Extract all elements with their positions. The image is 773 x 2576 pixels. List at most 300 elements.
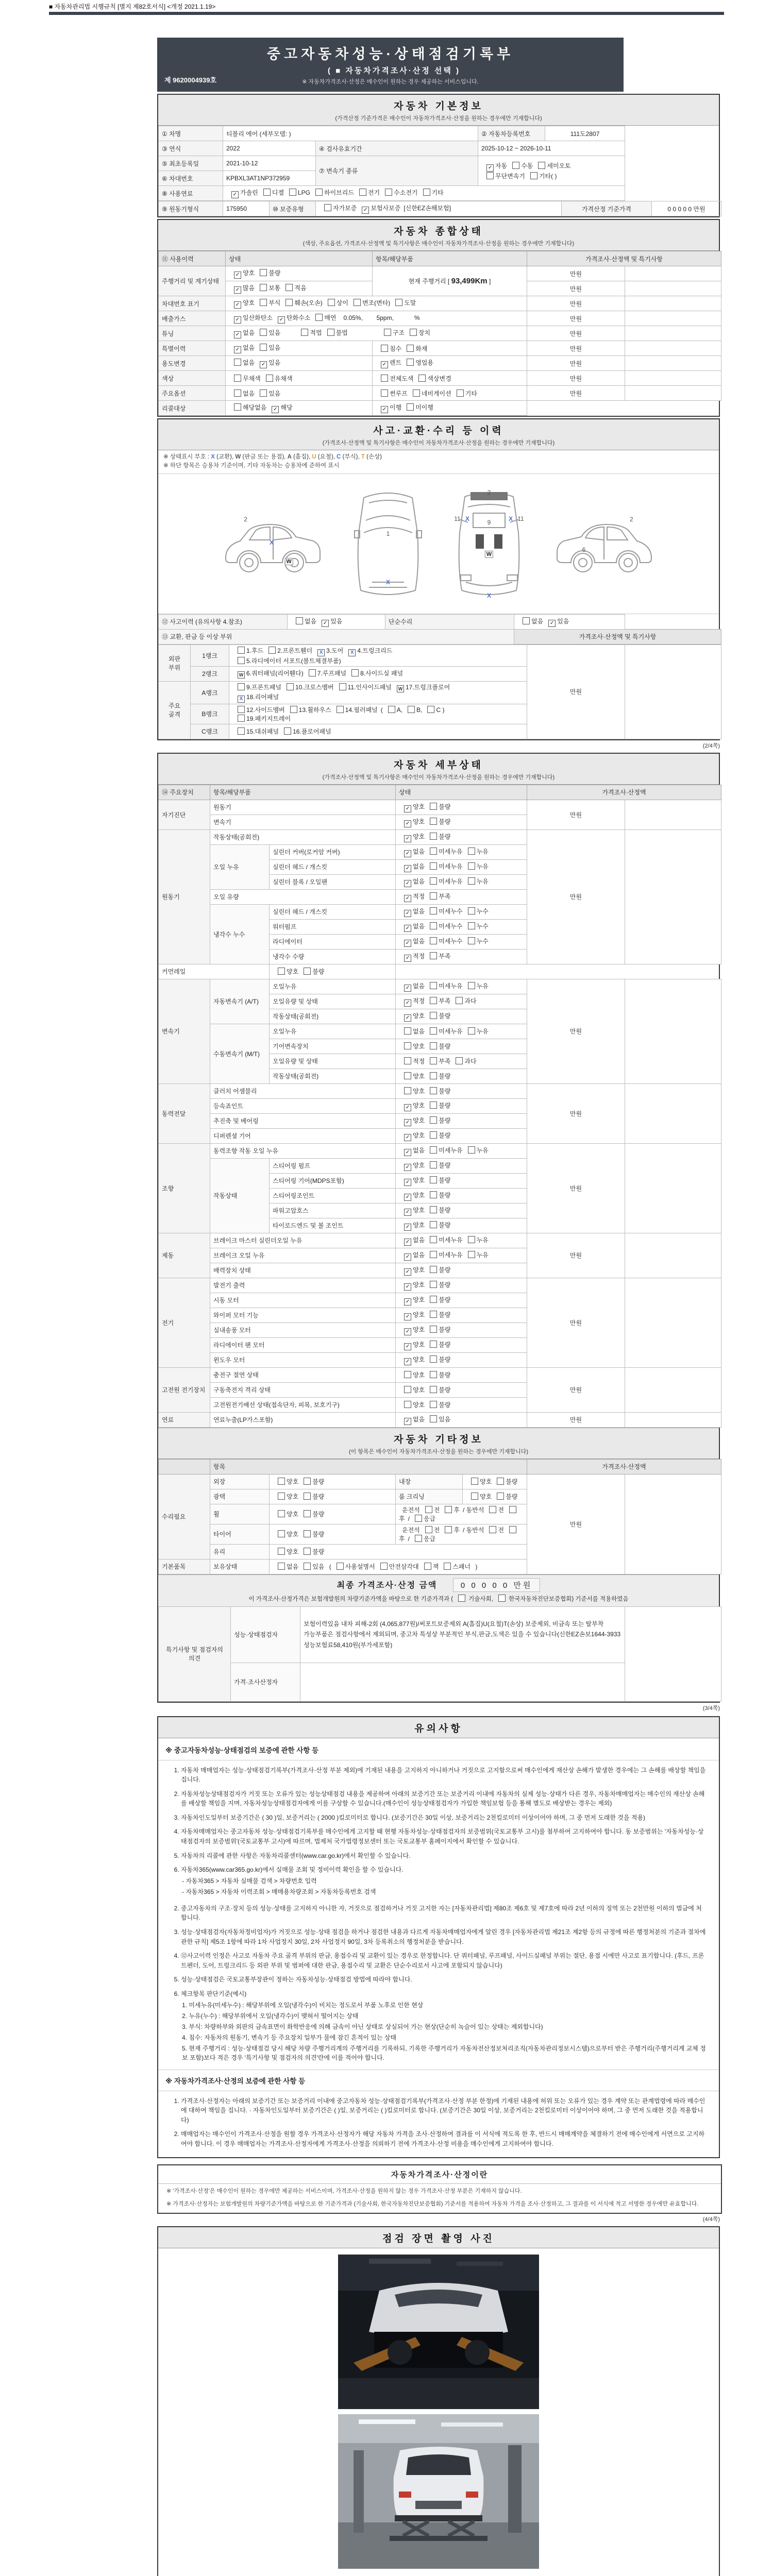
checkbox-없음[interactable]: ✓ [404, 985, 411, 992]
checkbox-없음[interactable] [234, 359, 241, 366]
checkbox-적정[interactable]: ✓ [404, 955, 411, 962]
cell: 가격조사·산정액 [527, 1459, 721, 1474]
checkbox-불량[interactable] [430, 818, 437, 825]
checkbox-침수[interactable] [381, 345, 388, 352]
checkbox-6.쿼터패널(리어휀다)[interactable]: W [238, 671, 245, 679]
checkbox-미세누유[interactable] [430, 877, 437, 885]
field-label: ⑥ 차대번호 [159, 171, 223, 186]
checkbox-있음[interactable] [260, 344, 267, 351]
checkbox-기타[interactable] [457, 389, 464, 397]
checkbox-적법[interactable] [301, 329, 308, 336]
checkbox-네비게이션[interactable] [413, 389, 420, 397]
checkbox-양호[interactable]: ✓ [404, 1134, 411, 1141]
damage-mark-X: X [269, 539, 274, 547]
checkbox-과다[interactable] [456, 997, 463, 1004]
checkbox-부족[interactable] [430, 952, 437, 959]
checkbox-있음[interactable] [260, 389, 267, 397]
checkbox-매연[interactable] [315, 314, 323, 321]
checkbox-있음[interactable]: ✓ [260, 361, 267, 368]
checkbox-있음[interactable]: ✓ [322, 620, 329, 627]
checkbox-누유[interactable] [468, 1236, 475, 1243]
checkbox-양호[interactable]: ✓ [404, 1179, 411, 1186]
checkbox-미세누유[interactable] [430, 982, 437, 989]
cell: 오일 유량 [210, 889, 396, 904]
field-label: A랭크 [191, 681, 229, 704]
overall-table [158, 251, 719, 416]
cell [396, 829, 527, 844]
checkbox-양호[interactable] [278, 1493, 285, 1500]
cell: 상태 [396, 785, 527, 800]
checkbox-기타( )[interactable] [530, 172, 537, 179]
checkbox-미세누유[interactable] [430, 1236, 437, 1243]
cell [396, 1098, 527, 1113]
checkbox-group [466, 1493, 517, 1500]
checkbox-불량[interactable] [430, 833, 437, 840]
checkbox-label: 양호 [413, 1296, 425, 1303]
checkbox-B,[interactable] [408, 706, 415, 713]
checkbox-전[interactable] [425, 1526, 432, 1533]
checkbox-양호[interactable]: ✓ [234, 272, 241, 279]
checkbox-불량[interactable] [430, 1072, 437, 1079]
checkbox-8.사이드실 패널[interactable] [351, 669, 359, 676]
checkbox-label: 적정 [413, 1058, 425, 1065]
field-label: ① 차명 [159, 126, 223, 141]
checkbox-label: 불량 [439, 1043, 451, 1050]
checkbox-자가보증[interactable] [324, 204, 331, 211]
checkbox-4.트렁크리드[interactable]: X [348, 649, 356, 656]
checkbox-양호[interactable]: ✓ [404, 1119, 411, 1126]
text-span: ] [487, 278, 491, 285]
checkbox-양호[interactable]: ✓ [404, 1164, 411, 1171]
checkbox-적정[interactable]: ✓ [404, 999, 411, 1007]
checkbox-미세누유[interactable] [430, 1146, 437, 1154]
checkbox-18.리어패널[interactable]: X [238, 696, 245, 703]
field-label: ⑦ 변속기 종류 [316, 156, 478, 186]
checkbox-스패너[interactable] [444, 1563, 451, 1570]
cell [625, 281, 721, 296]
checkbox-불법[interactable] [327, 329, 334, 336]
checkbox-label: 누유 [476, 848, 489, 855]
checkbox-후[interactable] [445, 1506, 452, 1513]
checkbox-label: 기타( ) [539, 173, 557, 180]
legend-span: T [361, 454, 365, 460]
checkbox-label: 양호 [413, 1043, 425, 1050]
checkbox-없음[interactable]: ✓ [404, 865, 411, 872]
checkbox-불량[interactable] [430, 1221, 437, 1228]
checkbox-13.휠하우스[interactable] [290, 706, 297, 713]
checkbox-label: 잭 [432, 1563, 439, 1570]
checkbox-A,[interactable] [388, 706, 395, 713]
checkbox-불량[interactable] [430, 1311, 437, 1318]
checkbox-후[interactable] [509, 1506, 516, 1513]
checkbox-가솔린[interactable]: ✓ [231, 191, 239, 198]
checkbox-있음[interactable]: ✓ [548, 620, 556, 627]
checkbox-영업용[interactable] [407, 359, 414, 366]
checkbox-양호[interactable]: ✓ [404, 1104, 411, 1111]
checkbox-상이[interactable] [328, 299, 335, 306]
checkbox-없음[interactable]: ✓ [404, 940, 411, 947]
checkbox-양호[interactable] [278, 1510, 285, 1517]
cell: 냉각수 수량 [270, 949, 396, 964]
checkbox-불량[interactable] [430, 1191, 437, 1198]
checkbox-양호[interactable] [404, 1042, 411, 1049]
checkbox-group [399, 1341, 450, 1348]
checkbox-불량[interactable] [304, 1478, 311, 1485]
checkbox-미세누유[interactable] [430, 848, 437, 855]
checkbox-없음[interactable] [523, 617, 530, 624]
basic-info-subtitle: (가격산정 기준가격은 매수인이 자동차가격조사·산정을 원하는 경우에만 기재합니다) [335, 115, 542, 122]
checkbox-label: 없음 [413, 1251, 425, 1259]
checkbox-label: 누수 [476, 922, 489, 930]
checkbox-불량[interactable] [430, 803, 437, 810]
checkbox-9.프론트패널[interactable] [238, 683, 245, 690]
price-unit-cell: 만원 [527, 1278, 625, 1367]
checkbox-14.필러패널[interactable] [337, 706, 344, 713]
option-prefix: ( [380, 706, 383, 714]
mark-legend [158, 450, 719, 474]
checkbox-group [399, 1386, 450, 1394]
damage-mark-2: 2 [244, 516, 247, 523]
checkbox-label: 양호 [413, 1266, 425, 1274]
notice-item: 5. 성능·상태점검은 국토교통부장관이 정하는 자동차성능·상태점검 방법에 따라야 합니다. [181, 1975, 708, 1985]
checkbox-이행[interactable]: ✓ [381, 406, 388, 413]
cell [270, 1504, 396, 1524]
checkbox-label: 불량 [439, 1281, 451, 1289]
checkbox-불량[interactable] [430, 1087, 437, 1094]
checkbox-많음[interactable]: ✓ [234, 286, 241, 294]
checkbox-불량[interactable] [304, 968, 311, 975]
checkbox-전[interactable] [489, 1506, 496, 1513]
checkbox-미세누유[interactable] [430, 1027, 437, 1035]
checkbox-누수[interactable] [468, 907, 475, 914]
checkbox-미세누유[interactable] [430, 1251, 437, 1258]
checkbox-누유[interactable] [468, 1146, 475, 1154]
checkbox-없음[interactable]: ✓ [404, 1418, 411, 1425]
checkbox-미세누수[interactable] [430, 907, 437, 914]
checkbox-label: 기타 [431, 189, 444, 196]
checkbox-전[interactable] [425, 1506, 432, 1513]
checkbox-양호[interactable] [404, 1371, 411, 1378]
checkbox-없음[interactable]: ✓ [404, 1239, 411, 1246]
checkbox-LPG[interactable] [289, 189, 296, 196]
checkbox-누유[interactable] [468, 1251, 475, 1258]
checkbox-11.인사이드패널[interactable] [339, 683, 346, 690]
checkbox-불량[interactable] [304, 1530, 311, 1537]
checkbox-불량[interactable] [430, 1326, 437, 1333]
checkbox-label: 18.리어패널 [246, 693, 279, 701]
checkbox-화재[interactable] [407, 345, 414, 352]
cell [625, 1367, 721, 1412]
checkbox-없음[interactable]: ✓ [404, 1149, 411, 1156]
field-label: 내장 [396, 1474, 463, 1489]
checkbox-기술사회[interactable] [458, 1595, 465, 1602]
field-label: 동력전달 [159, 1083, 210, 1143]
checkbox-수소전기[interactable] [385, 189, 392, 196]
checkbox-있음[interactable] [430, 1415, 437, 1422]
checkbox-label: 장치 [418, 329, 431, 336]
checkbox-양호[interactable]: ✓ [404, 1224, 411, 1231]
checkbox-불량[interactable] [304, 1548, 311, 1555]
checkbox-불량[interactable] [430, 1371, 437, 1378]
checkbox-양호[interactable]: ✓ [404, 1358, 411, 1365]
checkbox-group [376, 375, 451, 382]
other-title: 자동차 기타정보 [394, 1434, 483, 1445]
checkbox-없음[interactable]: ✓ [404, 910, 411, 917]
checkbox-자동[interactable]: ✓ [486, 164, 494, 172]
legend-span: (흠집), [291, 454, 312, 460]
notice-item: 4. ⑫사고이력 인정은 사고로 자동차 주요 골격 부위의 판금, 용접수리 및 교환이 있는 경우로 한정합니다. 단 쿼터패널, 루프패널, 사이드실패널 부위는 절단, 용접 시에만 사고로 표기합니다. (후드, 프론트펜더, 도어, 트렁크리드 등 외판 부위 및 범퍼에 대한 판금, 용접수리 및 교환은 단순수리로서 사고에 포함되지 않습니다) [181, 1951, 708, 1970]
checkbox-해당[interactable]: ✓ [272, 406, 279, 413]
checkbox-미세누유[interactable] [430, 862, 437, 870]
checkbox-1.후드[interactable] [238, 647, 245, 654]
checkbox-7.루프패널[interactable] [309, 669, 316, 676]
checkbox-응급[interactable] [415, 1515, 422, 1522]
checkbox-양호[interactable] [471, 1493, 478, 1500]
checkbox-label: 불량 [312, 1493, 325, 1500]
checkbox-보험사보증[interactable]: ✓ [362, 207, 369, 214]
cell [288, 614, 385, 629]
checkbox-적음[interactable] [285, 284, 293, 291]
checkbox-있음[interactable] [260, 329, 267, 336]
checkbox-양호[interactable] [471, 1478, 478, 1485]
checkbox-전기[interactable] [359, 189, 366, 196]
checkbox-잭[interactable] [424, 1563, 431, 1570]
checkbox-부식[interactable] [260, 299, 267, 306]
cell [625, 386, 721, 401]
checkbox-누유[interactable] [468, 848, 475, 855]
checkbox-group [229, 299, 416, 307]
checkbox-양호[interactable]: ✓ [404, 1209, 411, 1216]
checkbox-전체도색[interactable] [381, 375, 388, 382]
checkbox-안전삼각대[interactable] [380, 1563, 388, 1570]
checkbox-19.패키지트레이[interactable] [238, 715, 245, 722]
checkbox-수동[interactable] [512, 162, 519, 169]
cell [514, 614, 625, 629]
car-view-right-side [551, 510, 660, 578]
cell: 스티어링 펌프 [270, 1158, 396, 1173]
option-prefix: / 동반석 [462, 1526, 484, 1534]
checkbox-16.플로어패널[interactable] [284, 727, 291, 735]
checkbox-변조(변타)[interactable] [354, 299, 361, 306]
checkbox-전[interactable] [489, 1526, 496, 1533]
checkbox-누유[interactable] [468, 982, 475, 989]
checkbox-불량[interactable] [430, 1206, 437, 1213]
checkbox-불량[interactable] [304, 1510, 311, 1517]
checkbox-양호[interactable]: ✓ [404, 820, 411, 827]
field-label: 냉각수 누수 [210, 904, 270, 964]
checkbox-label: 없음 [413, 982, 425, 990]
checkbox-group [229, 269, 280, 277]
checkbox-불량[interactable] [430, 1131, 437, 1139]
checkbox-양호[interactable] [404, 1087, 411, 1094]
checkbox-양호[interactable]: ✓ [404, 1194, 411, 1201]
checkbox-양호[interactable]: ✓ [404, 1298, 411, 1306]
checkbox-label: 침수 [390, 345, 402, 352]
cell [373, 386, 527, 401]
checkbox-도말[interactable] [395, 299, 402, 306]
checkbox-양호[interactable] [278, 1530, 285, 1537]
checkbox-해당없음[interactable] [234, 403, 241, 411]
checkbox-양호[interactable]: ✓ [404, 835, 411, 842]
checkbox-불량[interactable] [430, 1101, 437, 1109]
checkbox-미세누수[interactable] [430, 937, 437, 944]
checkbox-양호[interactable]: ✓ [234, 301, 241, 309]
checkbox-불량[interactable] [430, 1341, 437, 1348]
checkbox-C )[interactable] [427, 706, 434, 713]
checkbox-group [399, 1028, 489, 1035]
cell [396, 844, 527, 859]
checkbox-2.프론트휀더[interactable] [268, 647, 276, 654]
checkbox-없음[interactable]: ✓ [404, 925, 411, 932]
checkbox-누유[interactable] [468, 877, 475, 885]
checkbox-적정[interactable] [404, 1057, 411, 1064]
checkbox-5.라디에이터 서포트(볼트체결부품)[interactable] [238, 657, 245, 664]
cell [226, 296, 527, 311]
checkbox-한국자동차진단보증협회[interactable] [498, 1595, 506, 1602]
cell: 변속기 [210, 815, 396, 829]
checkbox-불량[interactable] [430, 1296, 437, 1303]
checkbox-label: 세미오토 [547, 162, 571, 170]
checkbox-무단변속기[interactable] [486, 172, 494, 179]
checkbox-양호[interactable] [278, 968, 285, 975]
checkbox-17.트렁크플로어[interactable]: W [397, 685, 404, 692]
checkbox-응급[interactable] [415, 1535, 422, 1542]
checkbox-적정[interactable]: ✓ [404, 895, 411, 902]
checkbox-불량[interactable] [430, 1116, 437, 1124]
checkbox-없음[interactable] [278, 1563, 285, 1570]
checkbox-label: 미세누수 [439, 937, 463, 945]
checkbox-색상변경[interactable] [418, 375, 426, 382]
checkbox-누유[interactable] [468, 1027, 475, 1035]
cell: 충전구 절연 상태 [210, 1367, 396, 1382]
checkbox-양호[interactable]: ✓ [404, 805, 411, 812]
checkbox-없음[interactable]: ✓ [234, 331, 241, 338]
checkbox-양호[interactable] [404, 1401, 411, 1408]
checkbox-장치[interactable] [410, 329, 417, 336]
checkbox-label: 전 [498, 1526, 505, 1534]
checkbox-불량[interactable] [430, 1386, 437, 1393]
checkbox-부족[interactable] [430, 1057, 437, 1064]
checkbox-양호[interactable]: ✓ [404, 1328, 411, 1335]
checkbox-부족[interactable] [430, 892, 437, 900]
checkbox-없음[interactable] [296, 617, 303, 624]
checkbox-불량[interactable] [430, 1042, 437, 1049]
checkbox-label: 4.트렁크리드 [357, 647, 393, 654]
checkbox-후[interactable] [509, 1526, 516, 1533]
checkbox-불량[interactable] [260, 269, 267, 276]
cell [625, 1412, 721, 1427]
checkbox-불량[interactable] [430, 1012, 437, 1019]
checkbox-불량[interactable] [430, 1161, 437, 1168]
checkbox-양호[interactable]: ✓ [404, 1313, 411, 1320]
checkbox-양호[interactable]: ✓ [404, 1283, 411, 1291]
checkbox-group [399, 1527, 518, 1543]
checkbox-label: 불량 [506, 1478, 518, 1485]
checkbox-없음[interactable]: ✓ [234, 346, 241, 353]
checkbox-불량[interactable] [304, 1493, 311, 1500]
checkbox-불량[interactable] [430, 1266, 437, 1273]
checkbox-없음[interactable]: ✓ [404, 1253, 411, 1261]
checkbox-label: 불량 [439, 1355, 451, 1363]
section-accident-history [157, 418, 720, 740]
checkbox-15.대쉬패널[interactable] [238, 727, 245, 735]
checkbox-불량[interactable] [430, 1281, 437, 1288]
checkbox-양호[interactable]: ✓ [404, 1343, 411, 1350]
cell [270, 1474, 396, 1489]
cell [373, 356, 527, 371]
checkbox-없음[interactable] [234, 389, 241, 397]
checkbox-label: 양호 [413, 1206, 425, 1214]
checkbox-탄화수소[interactable]: ✓ [278, 316, 285, 324]
checkbox-group [229, 359, 280, 366]
cell: 111도2807 [545, 126, 625, 141]
checkbox-누수[interactable] [468, 922, 475, 929]
checkbox-있음[interactable] [304, 1563, 311, 1570]
checkbox-무채색[interactable] [234, 375, 241, 382]
checkbox-누유[interactable] [468, 862, 475, 870]
checkbox-불량[interactable] [430, 1176, 437, 1183]
checkbox-없음[interactable]: ✓ [404, 880, 411, 887]
checkbox-양호[interactable] [278, 1548, 285, 1555]
checkbox-group [399, 923, 489, 930]
checkbox-사용설명서[interactable] [337, 1563, 344, 1570]
checkbox-양호[interactable] [278, 1478, 285, 1485]
checkbox-없음[interactable] [404, 1027, 411, 1035]
checkbox-보통[interactable] [260, 284, 267, 291]
checkbox-디젤[interactable] [263, 189, 271, 196]
checkbox-양호[interactable]: ✓ [404, 1268, 411, 1276]
checkbox-불량[interactable] [430, 1401, 437, 1408]
checkbox-하이브리드[interactable] [315, 189, 323, 196]
checkbox-누수[interactable] [468, 937, 475, 944]
checkbox-불량[interactable] [497, 1493, 504, 1500]
checkbox-label: 전 [433, 1506, 440, 1514]
cell: 오일누유 [270, 1024, 396, 1039]
checkbox-양호[interactable] [404, 1072, 411, 1079]
option-suffix: [신한EZ손해보험] [404, 205, 451, 212]
checkbox-렌트[interactable]: ✓ [381, 361, 388, 368]
checkbox-양호[interactable]: ✓ [404, 1014, 411, 1022]
checkbox-label: 후 [453, 1526, 460, 1534]
checkbox-구조[interactable] [384, 329, 391, 336]
checkbox-불량[interactable] [497, 1478, 504, 1485]
checkbox-세미오토[interactable] [538, 162, 545, 169]
checkbox-부족[interactable] [430, 997, 437, 1004]
checkbox-12.사이드멤버[interactable] [238, 706, 245, 713]
checkbox-과다[interactable] [456, 1057, 463, 1064]
checkbox-label: 불량 [439, 833, 451, 840]
checkbox-3.도어[interactable]: X [317, 649, 325, 656]
checkbox-양호[interactable] [404, 1386, 411, 1393]
checkbox-유채색[interactable] [266, 375, 273, 382]
checkbox-후[interactable] [445, 1526, 452, 1533]
cell [625, 1474, 721, 1574]
checkbox-10.크로스멤버[interactable] [287, 683, 294, 690]
checkbox-기타[interactable] [423, 189, 430, 196]
checkbox-label: 불량 [439, 1088, 451, 1095]
cell [396, 1323, 527, 1337]
checkbox-불량[interactable] [430, 1355, 437, 1363]
checkbox-일산화탄소[interactable]: ✓ [234, 316, 241, 324]
checkbox-미세누수[interactable] [430, 922, 437, 929]
checkbox-label: 양호 [413, 1341, 425, 1348]
checkbox-썬루프[interactable] [381, 389, 388, 397]
checkbox-훼손(오손)[interactable] [285, 299, 293, 306]
checkbox-group [229, 284, 307, 292]
checkbox-없음[interactable]: ✓ [404, 850, 411, 857]
checkbox-label: 썬루프 [390, 389, 408, 397]
checkbox-미이행[interactable] [407, 403, 414, 411]
